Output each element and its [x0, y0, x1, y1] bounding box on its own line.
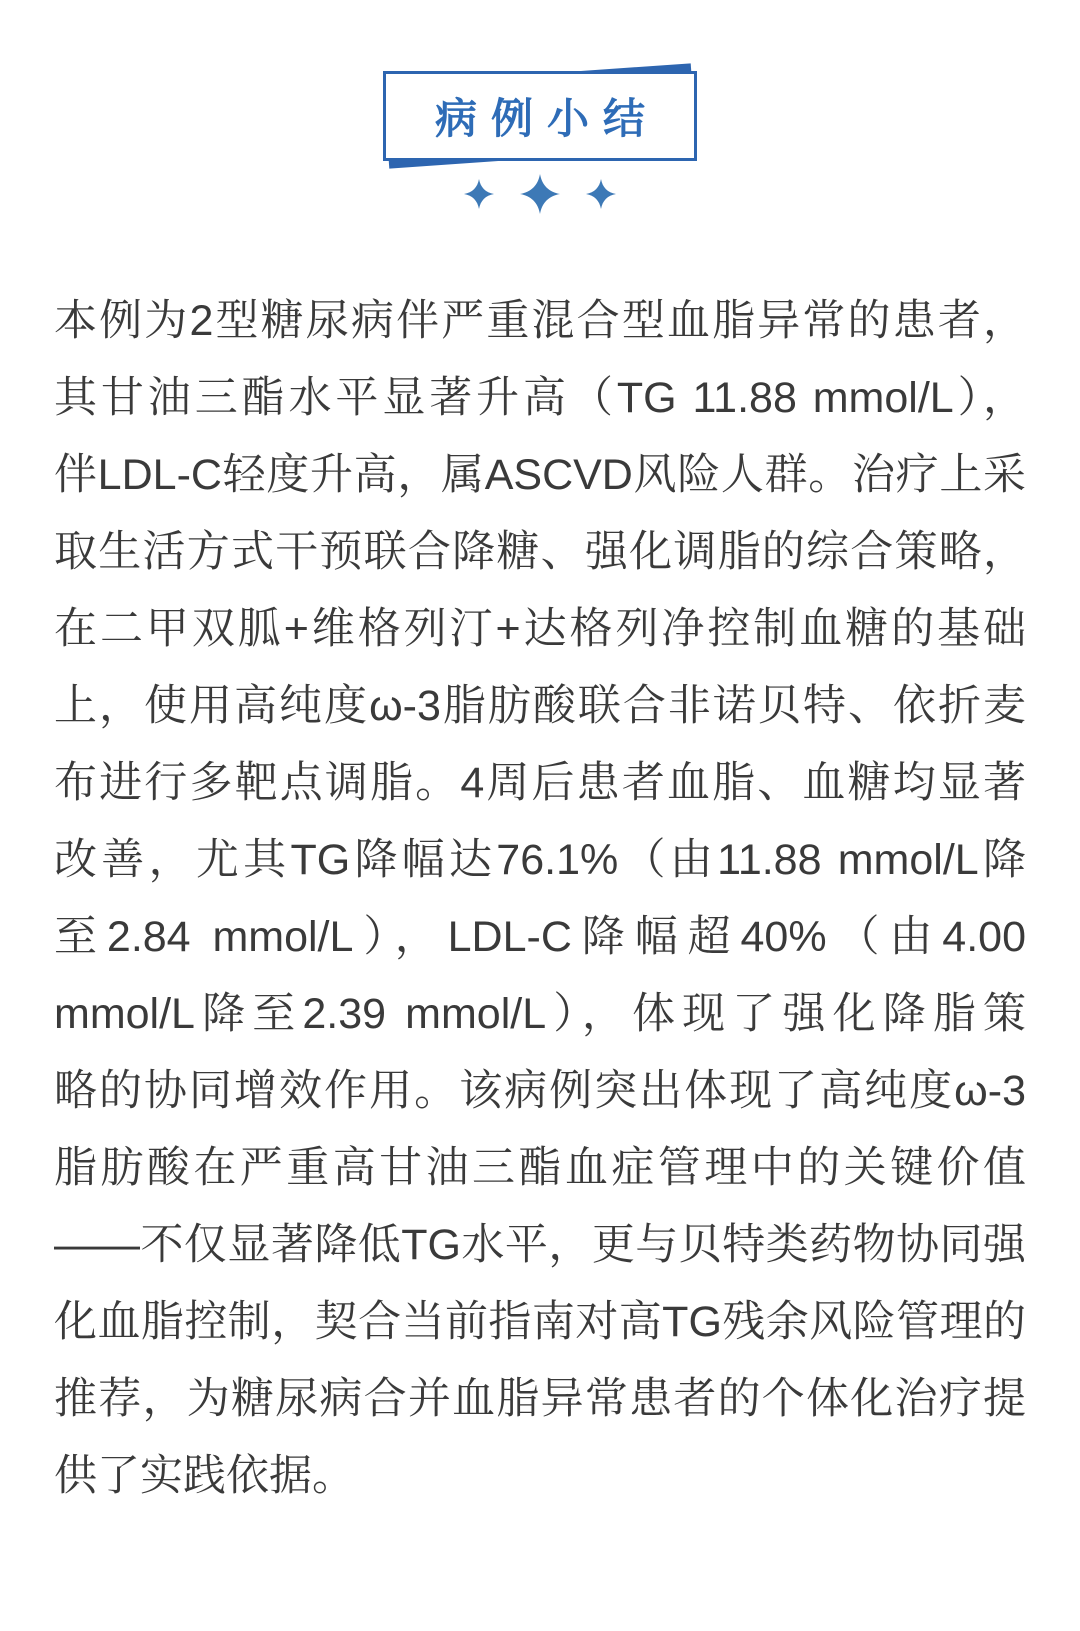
paragraph-line-3: 伴LDL-C轻度升高，属ASCVD风险人群。治疗上采	[54, 451, 1026, 499]
paragraph-line-14: 化血脂控制，契合当前指南对高TG残余风险管理的	[54, 1298, 1026, 1346]
paragraph-line-13: ——不仅显著降低TG水平，更与贝特类药物协同强	[54, 1221, 1026, 1269]
summary-article	[54, 283, 1026, 1515]
paragraph-line-6: 上，使用高纯度ω-3脂肪酸联合非诺贝特、依折麦	[54, 682, 1026, 730]
paragraph-line-8: 改善，尤其TG降幅达76.1%（由11.88 mmol/L降	[54, 836, 1026, 884]
paragraph-line-12: 脂肪酸在严重高甘油三酯血症管理中的关键价值	[54, 1144, 1026, 1192]
four-pointed-star-icon	[464, 179, 494, 209]
paragraph-line-9: 至2.84 mmol/L），LDL-C降幅超40%（由4.00	[54, 913, 1026, 961]
section-header	[0, 0, 1080, 215]
four-pointed-star-icon	[520, 174, 560, 214]
paragraph-line-4: 取生活方式干预联合降糖、强化调脂的综合策略，	[54, 528, 1026, 576]
section-title: 病例小结	[434, 95, 659, 142]
paragraph-line-11: 略的协同增效作用。该病例突出体现了高纯度ω-3	[54, 1067, 1026, 1115]
paragraph-line-1: 本例为2型糖尿病伴严重混合型血脂异常的患者，	[54, 297, 1026, 345]
paragraph-line-16: 供了实践依据。	[54, 1452, 355, 1500]
decor-diamonds	[464, 173, 616, 215]
paragraph-line-10: mmol/L降至2.39 mmol/L），体现了强化降脂策	[54, 990, 1026, 1038]
four-pointed-star-icon	[586, 179, 616, 209]
paragraph-line-7: 布进行多靶点调脂。4周后患者血脂、血糖均显著	[54, 759, 1026, 807]
paragraph-line-15: 推荐，为糖尿病合并血脂异常患者的个体化治疗提	[54, 1375, 1026, 1423]
summary-paragraph	[54, 283, 1026, 1515]
badge-box	[383, 71, 697, 161]
paragraph-line-5: 在二甲双胍+维格列汀+达格列净控制血糖的基础	[54, 605, 1026, 653]
paragraph-line-2: 其甘油三酯水平显著升高（TG 11.88 mmol/L），	[54, 374, 1026, 422]
section-title-badge	[383, 71, 697, 161]
